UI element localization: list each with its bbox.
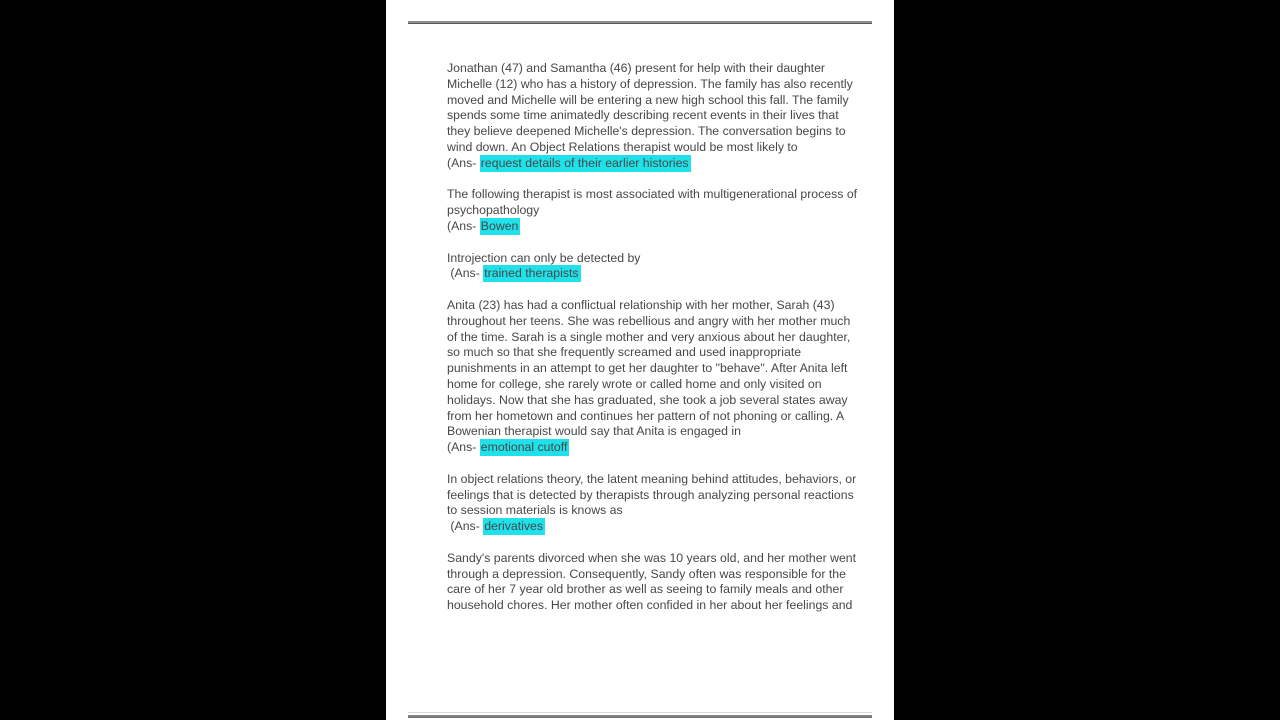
bottom-light-rule	[408, 712, 872, 713]
question-line: from her hometown and continues her pattern of not phoning or calling. A	[447, 408, 845, 423]
question-line: through a depression. Consequently, Sandy often was responsible for the	[447, 566, 846, 581]
qa-block	[447, 472, 877, 535]
question-line: home for college, she rarely wrote or called home and only visited on	[447, 376, 822, 391]
question-line: Sandy's parents divorced when she was 10 years old, and her mother went	[447, 550, 857, 565]
question-line: they believe deepened Michelle's depression. The conversation begins to	[447, 124, 846, 139]
question-line: psychopathology	[447, 203, 540, 218]
question-line: Anita (23) has had a conflictual relationship with her mother, Sarah (43)	[447, 297, 835, 312]
document-page	[386, 0, 894, 720]
bottom-horizontal-rule	[408, 715, 872, 718]
question-line: Jonathan (47) and Samantha (46) present for help with their daughter	[447, 61, 826, 75]
answer-prefix: (Ans-	[447, 266, 484, 281]
question-line: of the time. Sarah is a single mother and very anxious about her daughter,	[447, 329, 851, 344]
answer-prefix: (Ans-	[447, 440, 480, 455]
answer-line	[447, 156, 877, 172]
question-line: holidays. Now that she has graduated, she took a job several states away	[447, 392, 848, 407]
answer-highlight: request details of their earlier histories	[480, 155, 689, 170]
answer-line	[447, 219, 877, 235]
question-line: The following therapist is most associated with multigenerational process of	[447, 187, 858, 202]
qa-block	[447, 61, 877, 172]
question-line: to session materials is knows as	[447, 503, 623, 518]
answer-line	[447, 266, 877, 282]
answer-prefix: (Ans-	[447, 519, 484, 534]
answer-prefix: (Ans-	[447, 218, 480, 233]
question-line: wind down. An Object Relations therapist would be most likely to	[447, 139, 798, 154]
question-line: throughout her teens. She was rebellious and angry with her mother much	[447, 313, 851, 328]
answer-highlight: emotional cutoff	[480, 440, 568, 455]
question-line: In object relations theory, the latent meaning behind attitudes, behaviors, or	[447, 471, 857, 486]
qa-block	[447, 551, 877, 614]
qa-block	[447, 251, 877, 283]
question-line: moved and Michelle will be entering a new high school this fall. The family	[447, 92, 849, 107]
answer-highlight: derivatives	[484, 519, 543, 534]
qa-block	[447, 187, 877, 234]
answer-highlight: trained therapists	[484, 266, 579, 281]
top-horizontal-rule	[408, 21, 872, 24]
answer-prefix: (Ans-	[447, 155, 480, 170]
question-line: feelings that is detected by therapists through analyzing personal reactions	[447, 487, 854, 502]
question-line: care of her 7 year old brother as well as seeing to family meals and other	[447, 582, 844, 597]
answer-line	[447, 519, 877, 535]
qa-block	[447, 298, 877, 456]
question-line: Introjection can only be detected by	[447, 250, 641, 265]
question-line: so much so that she frequently screamed and used inappropriate	[447, 345, 802, 360]
answer-line	[447, 440, 877, 456]
question-line: Michelle (12) who has a history of depression. The family has also recently	[447, 76, 853, 91]
answer-highlight: Bowen	[480, 218, 519, 233]
question-line: punishments in an attempt to get her daughter to "behave". After Anita left	[447, 361, 848, 376]
question-line: Bowenian therapist would say that Anita is engaged in	[447, 424, 741, 439]
question-line: household chores. Her mother often confided in her about her feelings and	[447, 598, 853, 613]
question-line: spends some time animatedly describing recent events in their lives that	[447, 108, 839, 123]
document-content	[447, 61, 877, 630]
